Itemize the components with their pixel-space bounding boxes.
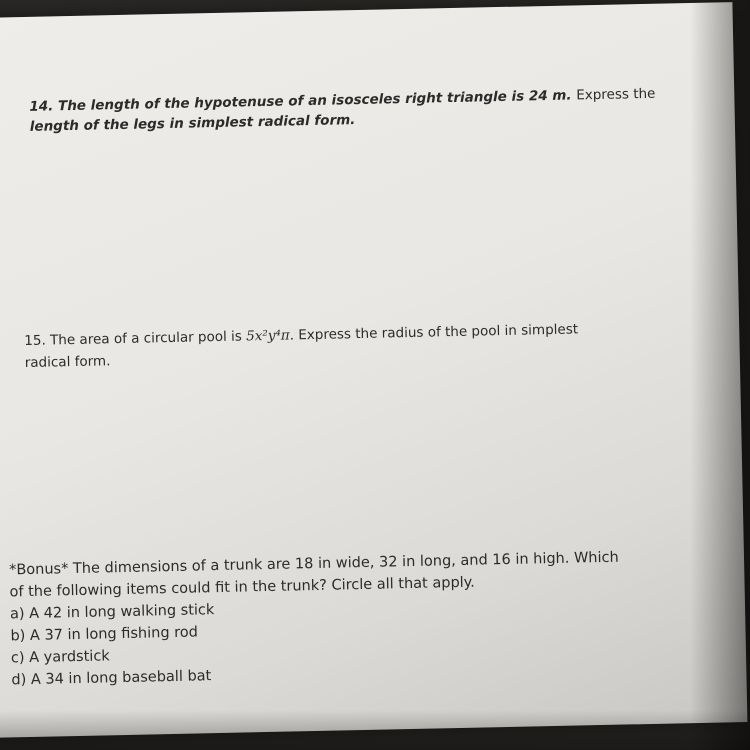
area-expression: 5x²y⁴π. <box>246 327 295 345</box>
question-15-line-2: radical form. <box>24 353 111 372</box>
option-b: b) A 37 in long fishing rod <box>10 624 199 645</box>
question-15-prefix: 15. The area of a circular pool is <box>24 328 243 350</box>
question-15 <box>24 318 579 374</box>
bonus-line-2: of the following items could fit in the trunk? Circle all that apply. <box>9 574 476 601</box>
option-c: c) A yardstick <box>10 648 110 667</box>
question-14-text: 14. The length of the hypotenuse of an isosceles right triangle is 24 m. <box>29 87 572 115</box>
question-14-instruction: Express the <box>576 85 656 104</box>
question-14 <box>29 84 656 137</box>
option-a: a) A 42 in long walking stick <box>9 602 215 623</box>
worksheet-page <box>0 2 747 738</box>
question-14-line-2: length of the legs in simplest radical form. <box>29 112 356 135</box>
option-d: d) A 34 in long baseball bat <box>11 668 212 689</box>
bonus-line-1: *Bonus* The dimensions of a trunk are 18 in wide, 32 in long, and 16 in high. Which <box>8 549 619 579</box>
question-15-suffix: Express the radius of the pool in simplest <box>298 321 579 344</box>
bonus-question <box>9 547 621 692</box>
